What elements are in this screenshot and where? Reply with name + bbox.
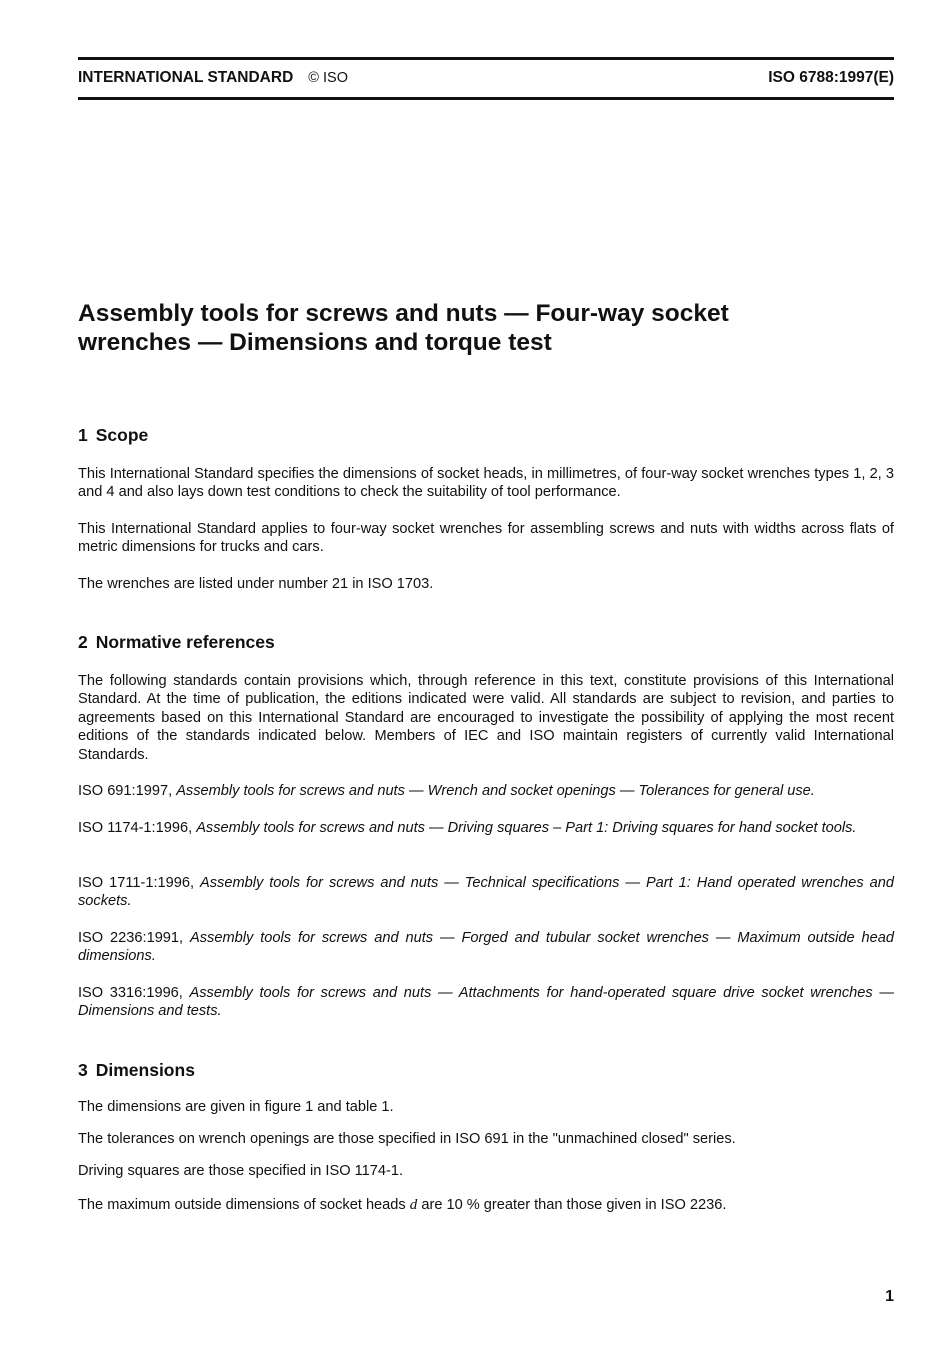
header-bottom-rule bbox=[78, 97, 894, 100]
dimensions-paragraph-2 bbox=[78, 1130, 894, 1148]
section-scope bbox=[78, 424, 894, 446]
paragraph: The tolerances on wrench openings are those specified in ISO 691 in the "unmachined closed" series. bbox=[78, 1131, 736, 1147]
scope-paragraph-1 bbox=[78, 465, 894, 502]
section-title: Dimensions bbox=[95, 1060, 195, 1080]
document-page bbox=[78, 0, 894, 1345]
reference-title: Assembly tools for screws and nuts — Wrench and socket openings — Tolerances for general use. bbox=[176, 783, 815, 799]
paragraph: The following standards contain provisions which, through reference in this text, constitute provisions of this International Standard. At the time of publication, the editions indicated were valid. All standards are subject to revision, and parties to agreements based on this International Standard are encouraged to investigate the possibility of applying the most recent editions of the standards indicated below. Members of IEC and ISO maintain registers of currently valid International Standards. bbox=[78, 673, 894, 763]
reference-title: Assembly tools for screws and nuts — Technical specifications — Part 1: Hand operated wrenches and sockets. bbox=[78, 875, 894, 910]
document-title bbox=[78, 299, 894, 357]
section-title: Scope bbox=[95, 425, 149, 445]
header-top-rule bbox=[78, 57, 894, 60]
header-copyright: © ISO bbox=[308, 70, 348, 86]
section-heading bbox=[78, 424, 894, 446]
section-title: Normative references bbox=[95, 632, 275, 652]
reference-code: ISO 1174-1:1996, bbox=[78, 820, 193, 836]
reference-title: Assembly tools for screws and nuts — Forged and tubular socket wrenches — Maximum outside head dimensions. bbox=[78, 930, 894, 965]
reference-code: ISO 3316:1996, bbox=[78, 985, 183, 1001]
dimensions-paragraph-1 bbox=[78, 1098, 894, 1116]
reference-code: ISO 691:1997, bbox=[78, 783, 173, 799]
paragraph: This International Standard specifies the dimensions of socket heads, in millimetres, of four-way socket wrenches types 1, 2, 3 and 4 and also lays down test conditions to check the suitability of tool performance. bbox=[78, 466, 894, 501]
section-heading bbox=[78, 1059, 894, 1081]
paragraph: The wrenches are listed under number 21 in ISO 1703. bbox=[78, 576, 434, 592]
title-line-2: wrenches — Dimensions and torque test bbox=[78, 329, 552, 356]
scope-paragraph-3 bbox=[78, 575, 894, 593]
paragraph: The dimensions are given in figure 1 and table 1. bbox=[78, 1099, 394, 1115]
section-dimensions bbox=[78, 1059, 894, 1081]
reference-title: Assembly tools for screws and nuts — Driving squares – Part 1: Driving squares for hand socket tools. bbox=[196, 820, 857, 836]
dimensions-paragraph-3 bbox=[78, 1162, 894, 1180]
text-run: The maximum outside dimensions of socket heads bbox=[78, 1197, 406, 1213]
page-number: 1 bbox=[885, 1288, 894, 1305]
section-number: 3 bbox=[78, 1060, 88, 1080]
reference-entry bbox=[78, 819, 894, 837]
reference-entry bbox=[78, 782, 894, 800]
reference-entry bbox=[78, 984, 894, 1021]
section-number: 1 bbox=[78, 425, 88, 445]
header-doc-id: ISO 6788:1997(E) bbox=[768, 69, 894, 86]
math-variable: d bbox=[409, 1197, 418, 1213]
header-doc-type: INTERNATIONAL STANDARD bbox=[78, 69, 294, 86]
section-number: 2 bbox=[78, 632, 88, 652]
reference-code: ISO 2236:1991, bbox=[78, 930, 184, 946]
reference-entry bbox=[78, 929, 894, 966]
title-line-1: Assembly tools for screws and nuts — Four-way socket bbox=[78, 300, 729, 327]
reference-title: Assembly tools for screws and nuts — Attachments for hand-operated square drive socket wrenches — Dimensions and tests. bbox=[78, 985, 894, 1020]
page-header bbox=[78, 69, 894, 89]
section-normative-references bbox=[78, 631, 894, 653]
reference-entry bbox=[78, 874, 894, 911]
scope-paragraph-2 bbox=[78, 520, 894, 557]
reference-code: ISO 1711-1:1996, bbox=[78, 875, 195, 891]
dimensions-paragraph-4 bbox=[78, 1196, 894, 1214]
section-heading bbox=[78, 631, 894, 653]
paragraph: This International Standard applies to four-way socket wrenches for assembling screws and nuts with widths across flats of metric dimensions for trucks and cars. bbox=[78, 521, 894, 556]
normative-intro bbox=[78, 672, 894, 764]
text-run: are 10 % greater than those given in ISO 2236. bbox=[421, 1197, 727, 1213]
paragraph: Driving squares are those specified in ISO 1174-1. bbox=[78, 1163, 404, 1179]
